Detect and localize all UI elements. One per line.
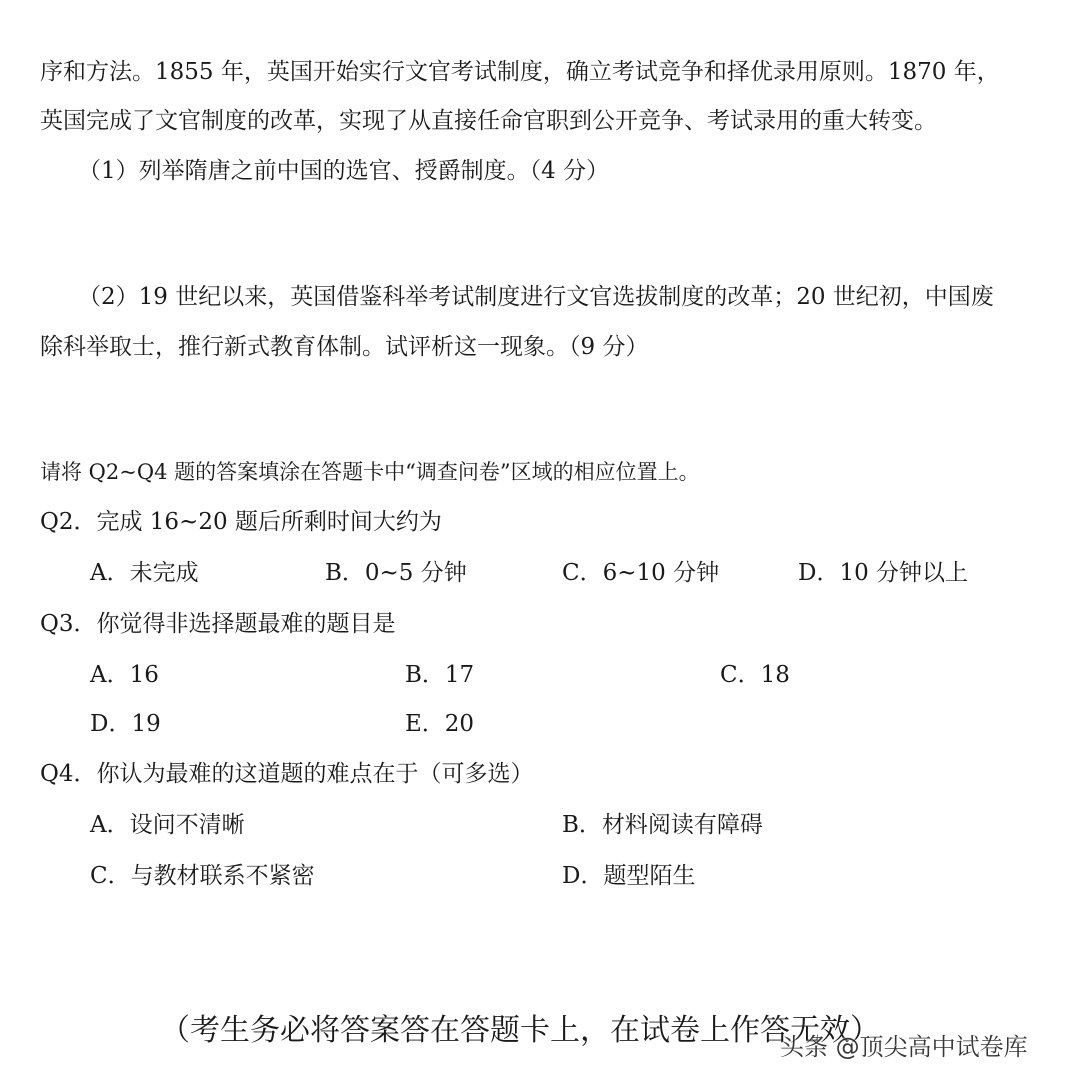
passage-line: 序和方法。1855 年，英国开始实行文官考试制度，确立考试竞争和择优录用原则。1870 年，	[40, 59, 1000, 85]
question-1: （1）列举隋唐之前中国的选官、授爵制度。（4 分）	[78, 158, 610, 184]
option: B．0~5 分钟	[325, 560, 467, 586]
option: B．17	[405, 662, 475, 688]
passage-line: 英国完成了文官制度的改革，实现了从直接任命官职到公开竞争、考试录用的重大转变。	[40, 108, 937, 134]
option: C．18	[720, 662, 790, 688]
option: C．与教材联系不紧密	[90, 863, 315, 889]
footer-note: （考生务必将答案答在答题卡上，在试卷上作答无效）	[160, 1013, 880, 1048]
option: D．19	[90, 711, 161, 737]
survey-question-q2: Q2．完成 16~20 题后所剩时间大约为	[40, 509, 442, 535]
watermark: 头条 @顶尖高中试卷库	[780, 1033, 1028, 1061]
option: A．未完成	[90, 560, 199, 586]
option: B．材料阅读有障碍	[562, 812, 763, 838]
survey-question-q4: Q4．你认为最难的这道题的难点在于（可多选）	[40, 761, 534, 787]
option: A．设问不清晰	[90, 812, 245, 838]
option: D．10 分钟以上	[798, 560, 969, 586]
question-2: （2）19 世纪以来，英国借鉴科举考试制度进行文官选拔制度的改革；20 世纪初，中国废	[78, 284, 994, 310]
option: D．题型陌生	[562, 863, 696, 889]
question-2-cont: 除科举取士，推行新式教育体制。试评析这一现象。（9 分）	[40, 334, 649, 360]
option: C．6~10 分钟	[562, 560, 720, 586]
survey-question-q3: Q3．你觉得非选择题最难的题目是	[40, 611, 396, 637]
option: A．16	[90, 662, 159, 688]
survey-instruction: 请将 Q2~Q4 题的答案填涂在答题卡中“调查问卷”区域的相应位置上。	[40, 460, 700, 484]
option: E．20	[405, 711, 475, 737]
